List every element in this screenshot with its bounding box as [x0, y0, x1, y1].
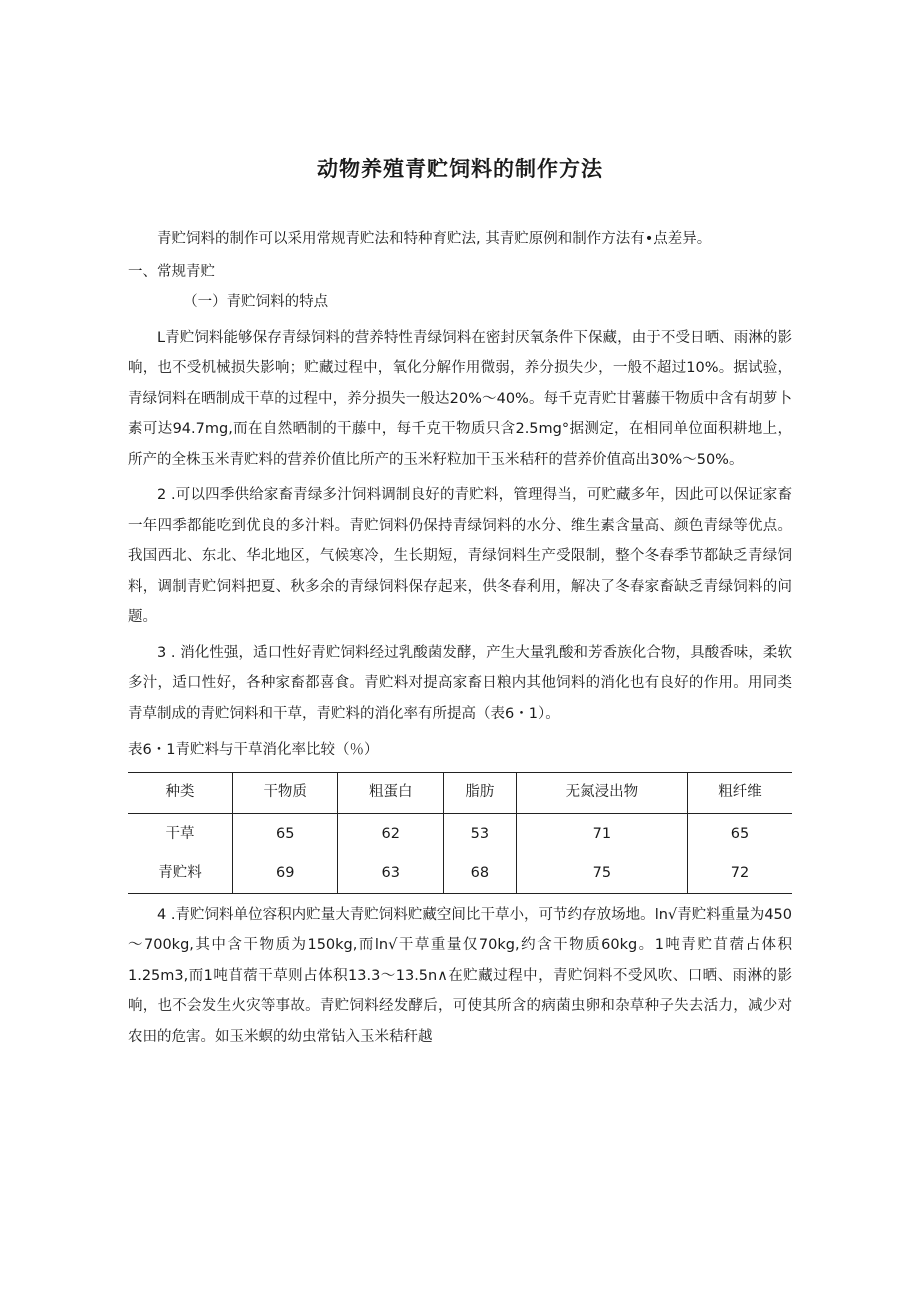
table-row — [128, 813, 792, 854]
document-title: 动物养殖青贮饲料的制作方法 — [317, 157, 603, 181]
table-cell: 干草 — [165, 825, 195, 842]
document-body — [128, 224, 792, 1052]
table-header-row — [128, 772, 792, 813]
table-cell: 53 — [444, 813, 517, 854]
column-header: 粗纤维 — [688, 772, 792, 813]
column-header: 脂肪 — [444, 772, 517, 813]
table-cell: 68 — [444, 854, 517, 894]
column-header: 无氮浸出物 — [516, 772, 687, 813]
table-row — [128, 854, 792, 894]
table-cell: 71 — [516, 813, 687, 854]
table-cell: 62 — [338, 813, 444, 854]
table-cell: 65 — [232, 813, 338, 854]
paragraph-1: L青贮饲料能够保存青绿饲料的营养特性青绿饲料在密封厌氧条件下保藏，由于不受日晒、雨淋的影响，也不受机械损失影响；贮藏过程中，氧化分解作用微弱，养分损失少，一般不超过10%。据试验，青绿饲料在晒制成干草的过程中，养分损失一般达20%～40%。每千克青贮甘薯藤干物质中含有胡萝卜素可达94.7mg,而在自然晒制的干藤中，每千克干物质只含2.5mg°据测定，在相同单位面积耕地上，所产的全株玉米青贮料的营养价值比所产的玉米籽粒加干玉米秸秆的营养价值高出30%～50%。 — [128, 329, 792, 468]
table-cell: 63 — [338, 854, 444, 894]
table-cell: 青贮料 — [158, 864, 202, 881]
column-header: 干物质 — [232, 772, 338, 813]
digestibility-table — [128, 772, 792, 894]
section-heading: 一、常规青贮 — [128, 263, 215, 280]
paragraph-3: 3 . 消化性强，适口性好青贮饲料经过乳酸菌发酵，产生大量乳酸和芳香族化合物，具酸香味，柔软多汁，适口性好，各种家畜都喜食。青贮料对提高家畜日粮内其他饲料的消化也有良好的作用。用同类青草制成的青贮饲料和干草，青贮料的消化率有所提高（表6・1）。 — [128, 644, 792, 722]
paragraph-2: 2 .可以四季供给家畜青绿多汁饲料调制良好的青贮料，管理得当，可贮藏多年，因此可以保证家畜一年四季都能吃到优良的多汁料。青贮饲料仍保持青绿饲料的水分、维生素含量高、颜色青绿等优点。我国西北、东北、华北地区，气候寒冷，生长期短，青绿饲料生产受限制，整个冬春季节都缺乏青绿饲料，调制青贮饲料把夏、秋多余的青绿饲料保存起来，供冬春利用，解决了冬春家畜缺乏青绿饲料的问题。 — [128, 487, 792, 625]
column-header: 种类 — [128, 772, 232, 813]
table-cell: 72 — [688, 854, 792, 894]
table-cell: 75 — [516, 854, 687, 894]
subsection-heading: （一）青贮饲料的特点 — [183, 294, 329, 310]
table-caption: 表6・1青贮料与干草消化率比较（％） — [128, 742, 379, 758]
paragraph-4: 4 .青贮饲料单位容积内贮量大青贮饲料贮藏空间比干草小，可节约存放场地。ln√青贮料重量为450～700kg,其中含干物质为150kg,而ln√干草重量仅70kg,约含干物质60kg。1吨青贮苜蓿占体积1.25m3,而1吨苜蓿干草则占体积13.3～13.5n∧在贮藏过程中，青贮饲料不受风吹、口晒、雨淋的影响，也不会发生火灾等事故。青贮饲料经发酵后，可使其所含的病菌虫卵和杂草种子失去活力，减少对农田的危害。如玉米螟的幼虫常钻入玉米秸秆越 — [128, 906, 792, 1045]
table-cell: 69 — [232, 854, 338, 894]
column-header: 粗蛋白 — [338, 772, 444, 813]
table-cell: 65 — [688, 813, 792, 854]
intro-paragraph: 青贮饲料的制作可以采用常规青贮法和特种育贮法, 其青贮原例和制作方法有•点差异。 — [157, 231, 712, 247]
